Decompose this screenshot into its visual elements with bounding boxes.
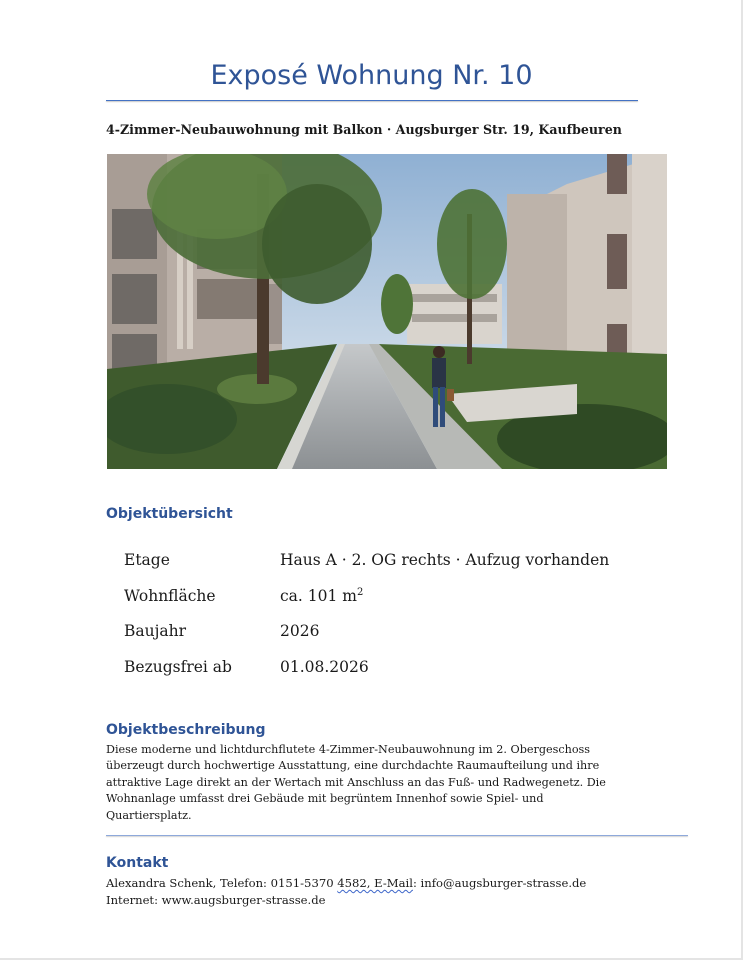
overview-value: 2026 <box>280 622 320 640</box>
overview-table <box>124 546 644 688</box>
contact-name-phone: Alexandra Schenk, Telefon: 0151-5370 <box>106 876 338 890</box>
description-line: Quartiersplatz. <box>106 808 192 822</box>
overview-value: 01.08.2026 <box>280 657 369 676</box>
description-line: Wohnanlage umfasst drei Gebäude mit begrüntem Innenhof sowie Spiel- und <box>106 792 544 806</box>
description-line: attraktive Lage direkt an der Wertach mit Anschluss an das Fuß- und Radwegenetz. Die <box>106 775 606 789</box>
overview-row-wohnflaeche <box>124 582 644 618</box>
description-line: Diese moderne und lichtdurchflutete 4-Zimmer-Neubauwohnung im 2. Obergeschoss <box>106 743 591 756</box>
contact-line-website: Internet: www.augsburger-strasse.de <box>106 893 326 907</box>
description-text <box>106 742 651 824</box>
courtyard-rendering-image <box>107 154 667 469</box>
spellcheck-marked-text: 4582, E-Mail <box>337 876 413 890</box>
title-divider <box>106 100 638 101</box>
overview-label: Wohnfläche <box>124 586 216 605</box>
contact-line-phone-email <box>106 875 586 892</box>
section-divider <box>106 835 688 836</box>
overview-heading: Objektübersicht <box>106 506 233 522</box>
area-value: ca. 101 m <box>280 586 357 605</box>
overview-label: Bezugsfrei ab <box>124 657 232 676</box>
overview-label: Baujahr <box>124 622 187 640</box>
overview-row-bezugsfrei <box>124 653 644 689</box>
contact-heading: Kontakt <box>106 855 169 871</box>
document-subtitle: 4-Zimmer-Neubauwohnung mit Balkon · Augsburger Str. 19, Kaufbeuren <box>106 122 622 137</box>
square-meter-superscript: 2 <box>357 586 364 598</box>
description-line: überzeugt durch hochwertige Ausstattung, eine durchdachte Raumaufteilung und ihre <box>106 759 600 773</box>
contact-block <box>106 875 586 909</box>
overview-value: Haus A · 2. OG rechts · Aufzug vorhanden <box>280 551 610 569</box>
overview-label: Etage <box>124 551 170 569</box>
overview-row-etage <box>124 546 644 582</box>
contact-email: : info@augsburger-strasse.de <box>412 876 587 890</box>
document-title: Exposé Wohnung Nr. 10 <box>210 60 533 91</box>
overview-row-baujahr <box>124 617 644 653</box>
description-heading: Objektbeschreibung <box>106 722 266 738</box>
overview-value-area <box>280 587 363 605</box>
